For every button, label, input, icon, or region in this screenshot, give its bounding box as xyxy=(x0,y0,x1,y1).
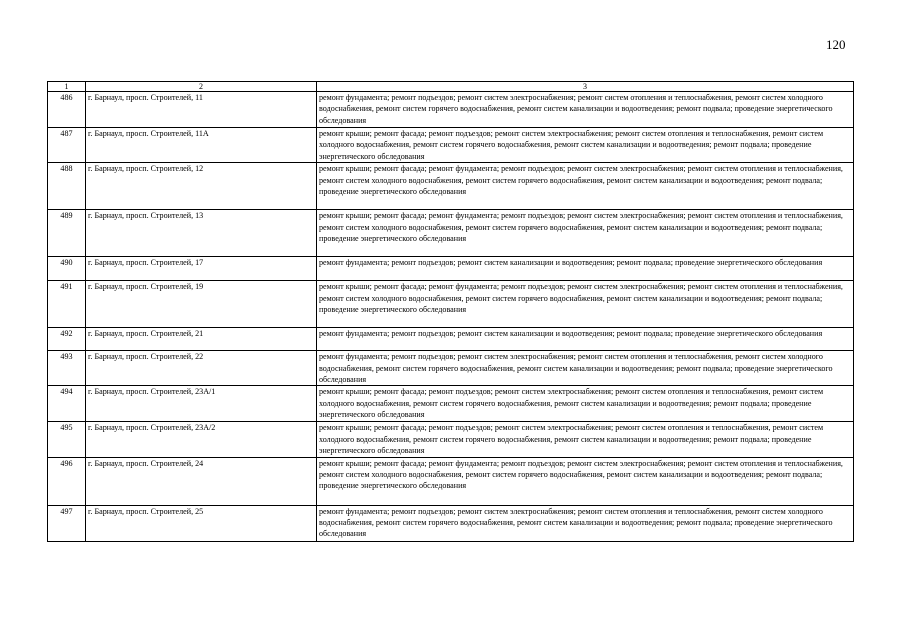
repair-works-table xyxy=(47,81,854,542)
row-address: г. Барнаул, просп. Строителей, 12 xyxy=(86,163,317,210)
header-col-1: 1 xyxy=(48,82,86,92)
row-number: 488 xyxy=(48,163,86,210)
row-number: 489 xyxy=(48,210,86,257)
table-row xyxy=(48,457,854,505)
table-row xyxy=(48,92,854,128)
row-address: г. Барнаул, просп. Строителей, 13 xyxy=(86,210,317,257)
table-row xyxy=(48,351,854,386)
row-address: г. Барнаул, просп. Строителей, 21 xyxy=(86,328,317,351)
row-number: 497 xyxy=(48,505,86,541)
row-address: г. Барнаул, просп. Строителей, 23А/1 xyxy=(86,386,317,422)
row-works: ремонт фундамента; ремонт подъездов; ремонт систем электроснабжения; ремонт систем отопления и теплоснабжения, ремонт систем холодного водоснабжения, ремонт систем горячего водоснабжения, ремонт систем канализации и водоотведения; ремонт подвала; проведение энергетического обследования xyxy=(317,92,854,128)
row-number: 493 xyxy=(48,351,86,386)
table-row xyxy=(48,128,854,163)
page-number: 120 xyxy=(826,37,846,52)
table-row xyxy=(48,210,854,257)
row-number: 487 xyxy=(48,128,86,163)
table-row xyxy=(48,422,854,457)
table-header-row xyxy=(48,82,854,92)
table-row xyxy=(48,281,854,328)
row-works: ремонт крыши; ремонт фасада; ремонт подъездов; ремонт систем электроснабжения; ремонт систем отопления и теплоснабжения, ремонт систем холодного водоснабжения, ремонт систем горячего водоснабжения, ремонт систем канализации и водоотведения; ремонт подвала; проведение энергетического обследования xyxy=(317,128,854,163)
row-works: ремонт крыши; ремонт фасада; ремонт подъездов; ремонт систем электроснабжения; ремонт систем отопления и теплоснабжения, ремонт систем холодного водоснабжения, ремонт систем горячего водоснабжения, ремонт систем канализации и водоотведения; ремонт подвала; проведение энергетического обследования xyxy=(317,422,854,457)
table-row xyxy=(48,386,854,422)
row-address: г. Барнаул, просп. Строителей, 11А xyxy=(86,128,317,163)
row-works: ремонт крыши; ремонт фасада; ремонт фундамента; ремонт подъездов; ремонт систем электроснабжения; ремонт систем отопления и теплоснабжения, ремонт систем холодного водоснабжения, ремонт систем горячего водоснабжения, ремонт систем канализации и водоотведения; ремонт подвала; проведение энергетического обследования xyxy=(317,163,854,210)
row-works: ремонт фундамента; ремонт подъездов; ремонт систем канализации и водоотведения; ремонт подвала; проведение энергетического обследования xyxy=(317,328,854,351)
row-number: 496 xyxy=(48,457,86,505)
row-works: ремонт фундамента; ремонт подъездов; ремонт систем электроснабжения; ремонт систем отопления и теплоснабжения, ремонт систем холодного водоснабжения, ремонт систем горячего водоснабжения, ремонт систем канализации и водоотведения; ремонт подвала; проведение энергетического обследования xyxy=(317,351,854,386)
row-address: г. Барнаул, просп. Строителей, 22 xyxy=(86,351,317,386)
row-works: ремонт крыши; ремонт фасада; ремонт фундамента; ремонт подъездов; ремонт систем электроснабжения; ремонт систем отопления и теплоснабжения, ремонт систем холодного водоснабжения, ремонт систем горячего водоснабжения, ремонт систем канализации и водоотведения; ремонт подвала; проведение энергетического обследования xyxy=(317,281,854,328)
row-address: г. Барнаул, просп. Строителей, 17 xyxy=(86,257,317,281)
row-number: 486 xyxy=(48,92,86,128)
header-col-3: 3 xyxy=(317,82,854,92)
row-works: ремонт крыши; ремонт фасада; ремонт фундамента; ремонт подъездов; ремонт систем электроснабжения; ремонт систем отопления и теплоснабжения, ремонт систем холодного водоснабжения, ремонт систем горячего водоснабжения, ремонт систем канализации и водоотведения; ремонт подвала; проведение энергетического обследования xyxy=(317,210,854,257)
row-number: 491 xyxy=(48,281,86,328)
row-number: 494 xyxy=(48,386,86,422)
row-works: ремонт крыши; ремонт фасада; ремонт фундамента; ремонт подъездов; ремонт систем электроснабжения; ремонт систем отопления и теплоснабжения, ремонт систем холодного водоснабжения, ремонт систем горячего водоснабжения, ремонт систем канализации и водоотведения; ремонт подвала; проведение энергетического обследования xyxy=(317,457,854,505)
table-row xyxy=(48,163,854,210)
header-col-2: 2 xyxy=(86,82,317,92)
row-address: г. Барнаул, просп. Строителей, 25 xyxy=(86,505,317,541)
row-number: 495 xyxy=(48,422,86,457)
row-address: г. Барнаул, просп. Строителей, 11 xyxy=(86,92,317,128)
row-works: ремонт фундамента; ремонт подъездов; ремонт систем электроснабжения; ремонт систем отопления и теплоснабжения, ремонт систем холодного водоснабжения, ремонт систем горячего водоснабжения, ремонт систем канализации и водоотведения; ремонт подвала; проведение энергетического обследования xyxy=(317,505,854,541)
row-works: ремонт фундамента; ремонт подъездов; ремонт систем канализации и водоотведения; ремонт подвала; проведение энергетического обследования xyxy=(317,257,854,281)
table-row xyxy=(48,328,854,351)
row-address: г. Барнаул, просп. Строителей, 19 xyxy=(86,281,317,328)
row-address: г. Барнаул, просп. Строителей, 23А/2 xyxy=(86,422,317,457)
row-number: 492 xyxy=(48,328,86,351)
row-number: 490 xyxy=(48,257,86,281)
table-row xyxy=(48,257,854,281)
table-row xyxy=(48,505,854,541)
row-address: г. Барнаул, просп. Строителей, 24 xyxy=(86,457,317,505)
row-works: ремонт крыши; ремонт фасада; ремонт подъездов; ремонт систем электроснабжения; ремонт систем отопления и теплоснабжения, ремонт систем холодного водоснабжения, ремонт систем горячего водоснабжения, ремонт систем канализации и водоотведения; ремонт подвала; проведение энергетического обследования xyxy=(317,386,854,422)
